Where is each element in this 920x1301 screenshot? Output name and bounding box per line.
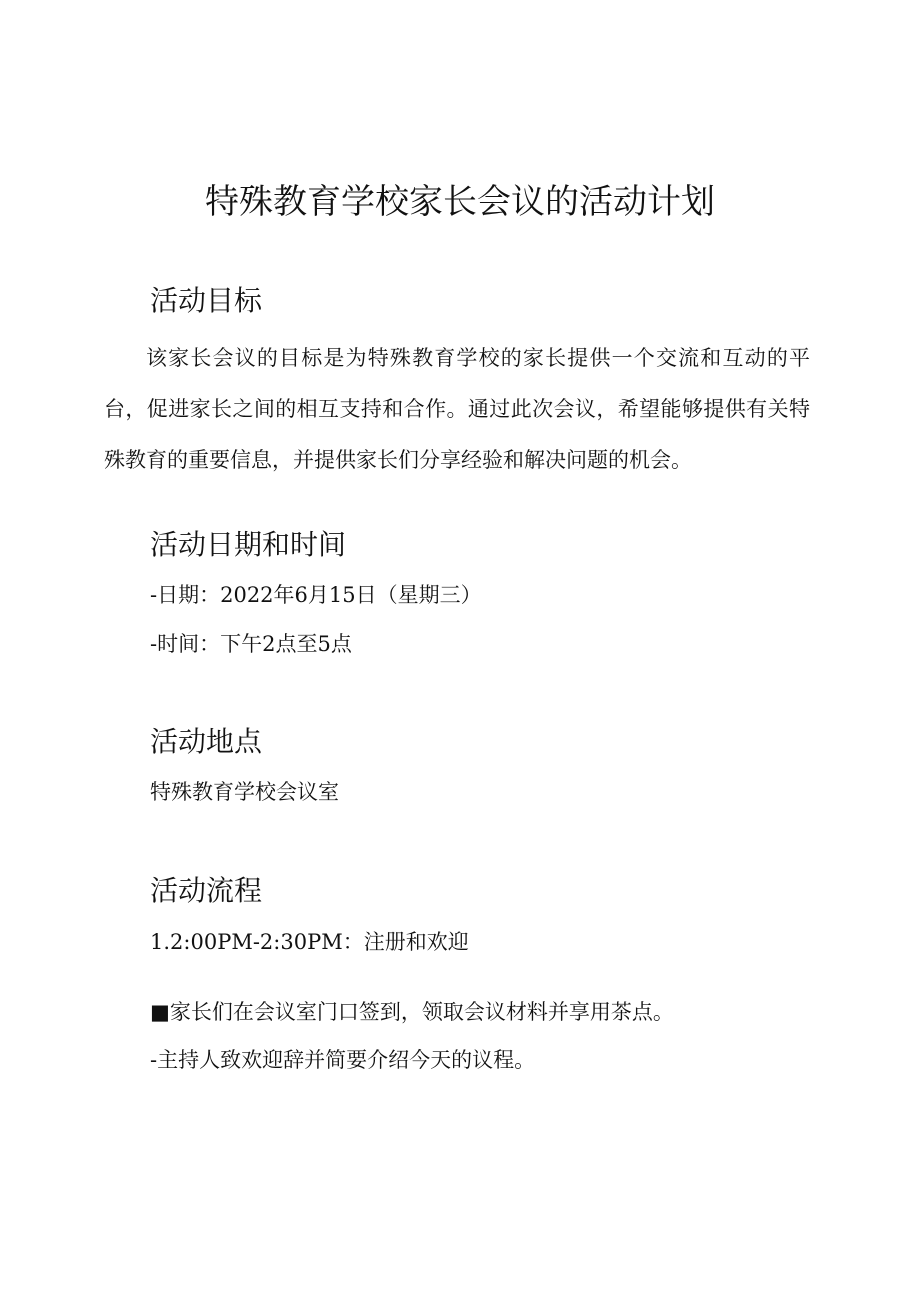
- section-heading-datetime: 活动日期和时间: [150, 528, 347, 561]
- date-line: -日期：2022年6月15日（星期三）: [150, 583, 482, 607]
- goal-paragraph: 该家长会议的目标是为特殊教育学校的家长提供一个交流和互动的平台，促进家长之间的相互支持和合作。通过此次会议，希望能够提供有关特殊教育的重要信息，并提供家长们分享经验和解决问题的机会。: [104, 346, 810, 472]
- document-title: 特殊教育学校家长会议的活动计划: [205, 182, 715, 222]
- section-heading-agenda: 活动流程: [150, 874, 263, 907]
- time-line: -时间：下午2点至5点: [150, 632, 352, 656]
- section-heading-location: 活动地点: [150, 725, 263, 758]
- agenda-bullet-2: -主持人致欢迎辞并简要介绍今天的议程。: [150, 1048, 536, 1072]
- location-text: 特殊教育学校会议室: [150, 780, 339, 804]
- agenda-item-1: 1.2:00PM-2:30PM：注册和欢迎: [150, 930, 469, 954]
- agenda-bullet-1: ■家长们在会议室门口签到，领取会议材料并享用茶点。: [150, 1000, 674, 1024]
- section-heading-goal: 活动目标: [150, 284, 263, 317]
